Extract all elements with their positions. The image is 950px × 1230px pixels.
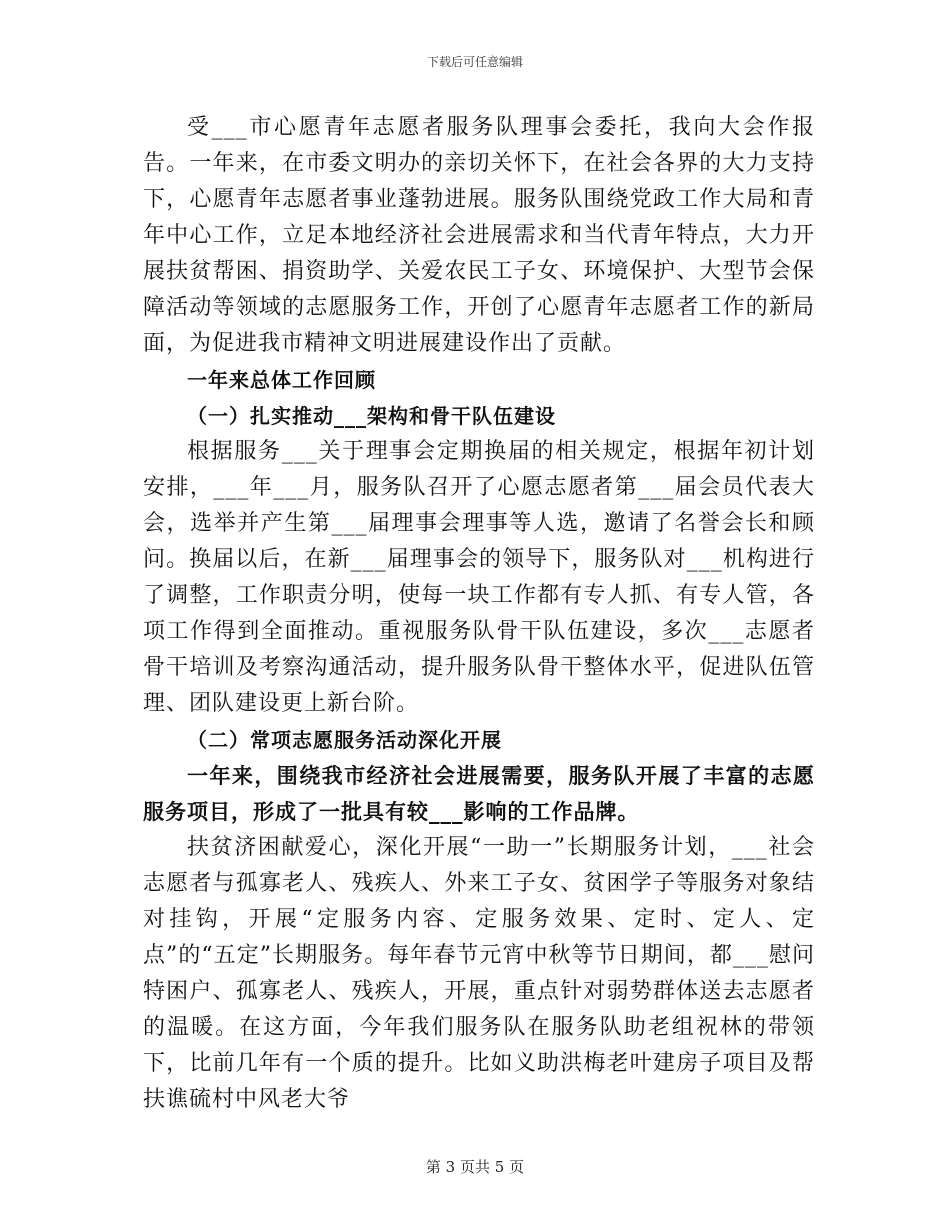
- document-body: [143, 110, 815, 1118]
- paragraph-3: 扶贫济困献爱心，深化开展“一助一”长期服务计划，___社会志愿者与孤寡老人、残疾人、外来工子女、贫困学子等服务对象结对挂钩，开展“定服务内容、定服务效果、定时、定人、定点”的“五定”长期服务。每年春节元宵中秋等节日期间，都___慰问特困户、孤寡老人、残疾人，开展，重点针对弱势群体送去志愿者的温暖。在这方面，今年我们服务队在服务队助老组祝林的带领下，比前几年有一个质的提升。比如义助洪梅老叶建房子项目及帮扶谯硫村中风老大爷: [143, 835, 815, 1112]
- page-header: 下载后可任意编辑: [426, 55, 523, 69]
- section-heading-2: （二）常项志愿服务活动深化开展: [187, 728, 502, 752]
- paragraph-1: 根据服务___关于理事会定期换届的相关规定，根据年初计划安排，___年___月，服务队召开了心愿志愿者第___届会员代表大会，选举并产生第___届理事会理事等人选，邀请了名誉会长和顾问。换届以后，在新___届理事会的领导下，服务队对___机构进行了调整，工作职责分明，使每一块工作都有专人抓、有专人管，各项工作得到全面推动。重视服务队骨干队伍建设，多次___志愿者骨干培训及考察沟通活动，提升服务队骨干整体水平，促进队伍管理、团队建设更上新台阶。: [143, 439, 815, 716]
- paragraph-2-bold: 一年来，围绕我市经济社会进展需要，服务队开展了丰富的志愿服务项目，形成了一批具有较___影响的工作品牌。: [143, 764, 815, 824]
- intro-paragraph: 受___市心愿青年志愿者服务队理事会委托，我向大会作报告。一年来，在市委文明办的亲切关怀下，在社会各界的大力支持下，心愿青年志愿者事业蓬勃进展。服务队围绕党政工作大局和青年中心工作，立足本地经济社会进展需求和当代青年特点，大力开展扶贫帮困、捐资助学、关爱农民工子女、环境保护、大型节会保障活动等领域的志愿服务工作，开创了心愿青年志愿者工作的新局面，为促进我市精神文明进展建设作出了贡献。: [143, 115, 815, 356]
- section-heading-1: （一）扎实推动___架构和骨干队伍建设: [187, 404, 556, 428]
- section-heading-main: 一年来总体工作回顾: [187, 368, 376, 392]
- page-footer: 第 3 页共 5 页: [425, 1158, 525, 1176]
